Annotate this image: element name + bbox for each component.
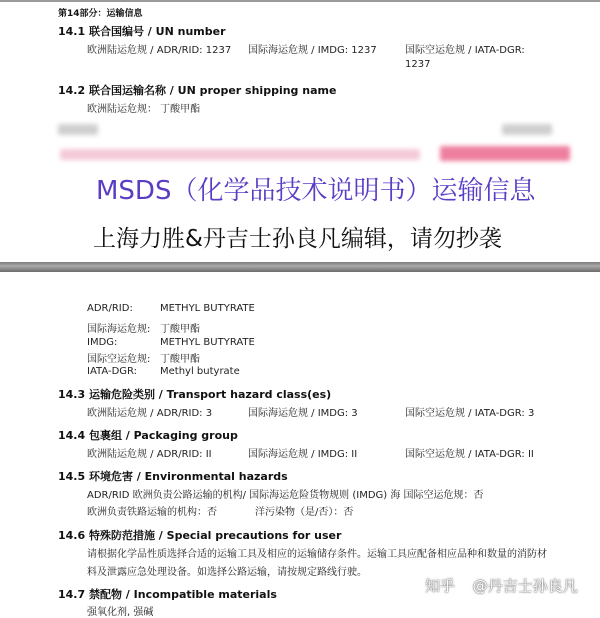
name-value: METHYL BUTYRATE bbox=[160, 337, 255, 348]
overlay-subtitle: 上海力胜&丹吉士孙良凡编辑，请勿抄袭 bbox=[93, 226, 502, 252]
s14-1-sea: 国际海运危规 / IMDG: 1237 bbox=[248, 45, 377, 56]
page-separator bbox=[0, 262, 600, 272]
s14-3-air: 国际空运危规 / IATA-DGR: 3 bbox=[405, 408, 535, 419]
s14-1-land: 欧洲陆运危规 / ADR/RID: 1237 bbox=[87, 45, 232, 56]
name-label: 国际空运危规: bbox=[87, 354, 151, 365]
overlay-title: MSDS（化学品技术说明书）运输信息 bbox=[96, 176, 536, 206]
s14-2-land: 欧洲陆运危规： 丁酸甲酯 bbox=[87, 104, 201, 115]
s14-7-title: 14.7 禁配物 / Incompatible materials bbox=[58, 588, 277, 601]
s14-2-title: 14.2 联合国运输名称 / UN proper shipping name bbox=[58, 84, 337, 97]
s14-3-title: 14.3 运输危险类别 / Transport hazard class(es) bbox=[58, 388, 332, 401]
watermark bbox=[425, 575, 578, 596]
s14-6-line1: 请根据化学品性质选择合适的运输工具及相应的运输储存条件。运输工具应配备相应品种和数量的消防材 bbox=[87, 549, 547, 560]
s14-4-land: 欧洲陆运危规 / ADR/RID: II bbox=[87, 449, 212, 460]
name-value: 丁酸甲酯 bbox=[160, 354, 200, 365]
redacted-block bbox=[502, 124, 552, 135]
s14-5-line2-a: 欧洲负责铁路运输的机构：否 bbox=[87, 507, 217, 518]
s14-1-title: 14.1 联合国编号 / UN number bbox=[58, 25, 226, 38]
s14-6-title: 14.6 特殊防范措施 / Special precautions for user bbox=[58, 529, 342, 542]
name-value: METHYL BUTYRATE bbox=[160, 303, 255, 314]
redacted-block bbox=[440, 146, 570, 161]
name-label: IATA-DGR: bbox=[87, 366, 138, 377]
s14-5-line2-b: 洋污染物（是/否）：否 bbox=[255, 507, 354, 518]
name-label: 国际海运危规: bbox=[87, 324, 151, 335]
redacted-block bbox=[60, 149, 420, 160]
watermark-platform: 知乎 bbox=[425, 577, 456, 595]
s14-4-title: 14.4 包裹组 / Packaging group bbox=[58, 429, 238, 442]
s14-4-air: 国际空运危规 / IATA-DGR: II bbox=[405, 449, 534, 460]
name-label: IMDG: bbox=[87, 337, 118, 348]
name-value: Methyl butyrate bbox=[160, 366, 240, 377]
s14-7-line1: 强氧化剂, 强碱 bbox=[87, 607, 154, 618]
s14-6-line2: 料及泄露应急处理设备。如选择公路运输，请按规定路线行驶。 bbox=[87, 567, 367, 578]
s14-3-sea: 国际海运危规 / IMDG: 3 bbox=[248, 408, 358, 419]
s14-3-land: 欧洲陆运危规 / ADR/RID: 3 bbox=[87, 408, 213, 419]
s14-1-air: 国际空运危规 / IATA-DGR: bbox=[405, 45, 525, 56]
redacted-block bbox=[58, 124, 98, 135]
top-border bbox=[0, 0, 600, 2]
name-label: ADR/RID: bbox=[87, 303, 133, 314]
s14-4-sea: 国际海运危规 / IMDG: II bbox=[248, 449, 358, 460]
s14-5-title: 14.5 环境危害 / Environmental hazards bbox=[58, 470, 288, 483]
s14-1-air-value: 1237 bbox=[405, 59, 431, 70]
watermark-author: @丹吉士孙良凡 bbox=[472, 577, 578, 595]
name-value: 丁酸甲酯 bbox=[160, 324, 200, 335]
s14-5-line1: ADR/RID 欧洲负责公路运输的机构/ 国际海运危险货物规则 (IMDG) 海 国际空运危规：否 bbox=[87, 490, 484, 501]
section-header: 第14部分：运输信息 bbox=[58, 9, 143, 19]
